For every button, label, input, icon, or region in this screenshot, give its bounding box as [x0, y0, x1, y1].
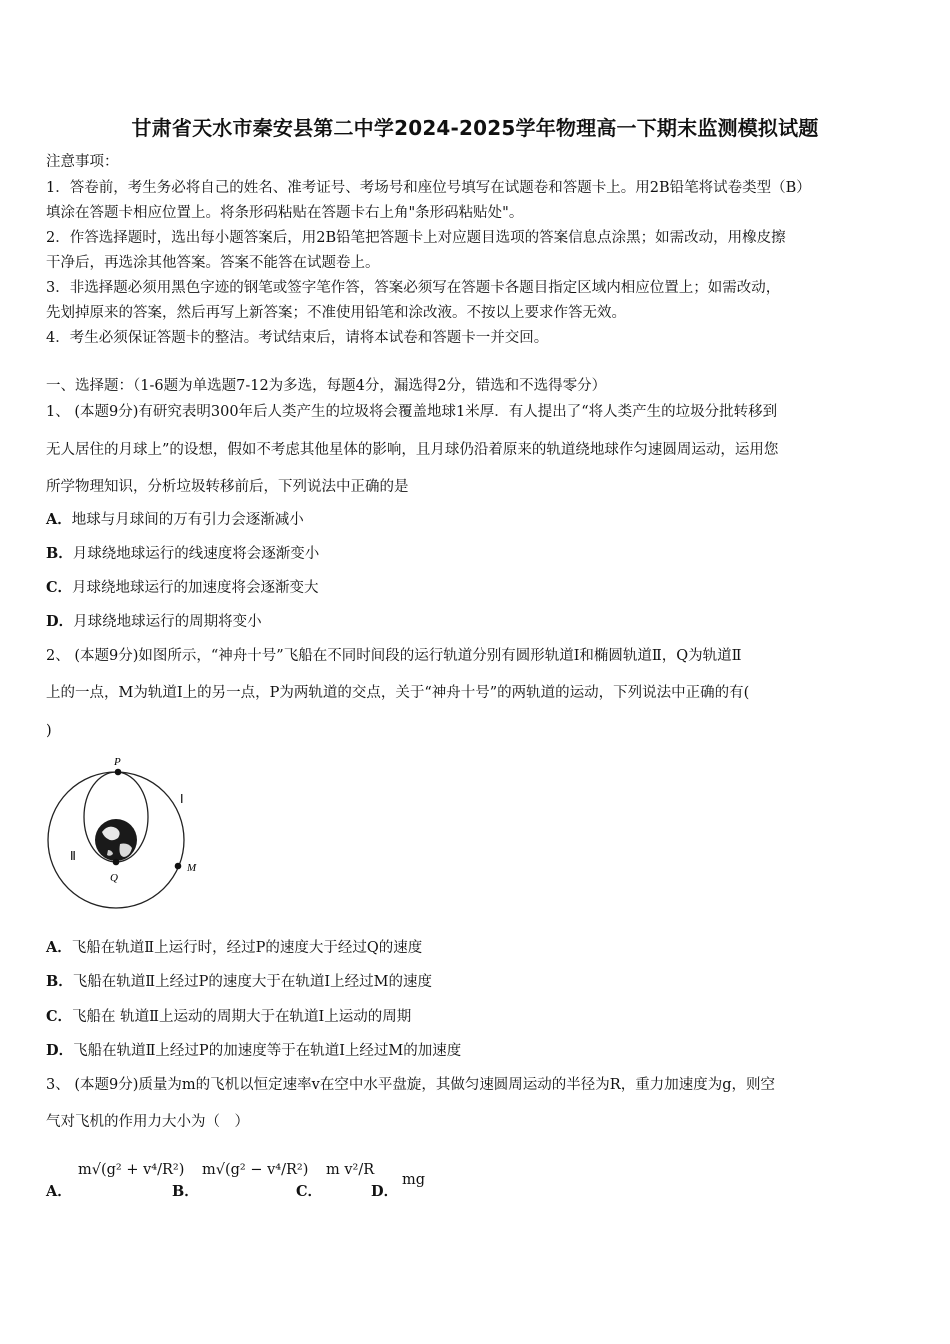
notice-line: 2．作答选择题时，选出每小题答案后，用2B铅笔把答题卡上对应题目选项的答案信息点涂黑；如需改动，用橡皮擦	[46, 230, 786, 246]
label-orbit-1: Ⅰ	[180, 792, 184, 806]
notice-line: 4．考生必须保证答题卡的整洁。考试结束后，请将本试卷和答题卡一并交回。	[46, 330, 549, 346]
q3-option-b-formula: m√(g² − v⁴/R²)	[202, 1162, 309, 1178]
q1-option-c: C．月球绕地球运行的加速度将会逐渐变大	[46, 579, 319, 596]
q3-option-d-formula: mg	[402, 1172, 426, 1188]
q1-option-a: A．地球与月球间的万有引力会逐渐减小	[46, 511, 304, 528]
q2-option-b: B．飞船在轨道Ⅱ上经过P的速度大于在轨道Ⅰ上经过M的速度	[46, 973, 432, 990]
label-orbit-2: Ⅱ	[70, 849, 76, 863]
earth-icon	[95, 819, 137, 861]
label-q: Q	[110, 872, 118, 884]
question-2-line: 2、 (本题9分)如图所示，“神舟十号”飞船在不同时间段的运行轨道分别有圆形轨道Ⅰ和椭圆轨道Ⅱ，Q为轨道Ⅱ	[46, 648, 742, 664]
q2-option-d: D．飞船在轨道Ⅱ上经过P的加速度等于在轨道Ⅰ上经过M的加速度	[46, 1042, 462, 1059]
q3-option-a-label: A．	[46, 1183, 72, 1200]
q2-option-c: C．飞船在 轨道Ⅱ上运动的周期大于在轨道Ⅰ上运动的周期	[46, 1008, 412, 1025]
q2-option-a: A．飞船在轨道Ⅱ上运行时，经过P的速度大于经过Q的速度	[46, 939, 423, 956]
q3-option-d-label: D．	[371, 1183, 399, 1200]
q1-option-d: D．月球绕地球运行的周期将变小	[46, 613, 262, 630]
point-p-dot	[115, 769, 122, 776]
question-2-line: )	[46, 723, 52, 739]
question-1-line: 无人居住的月球上”的设想，假如不考虑其他星体的影响，且月球仍沿着原来的轨道绕地球作匀速圆周运动，运用您	[46, 442, 779, 458]
question-3-line: 3、 (本题9分)质量为m的飞机以恒定速率v在空中水平盘旋，其做匀速圆周运动的半径为R，重力加速度为g，则空	[46, 1077, 776, 1093]
notice-line: 先划掉原来的答案，然后再写上新答案；不准使用铅笔和涂改液。不按以上要求作答无效。	[46, 305, 626, 321]
question-2-line: 上的一点，M为轨道Ⅰ上的另一点，P为两轨道的交点，关于“神舟十号”的两轨道的运动，下列说法中正确的有(	[46, 685, 750, 701]
label-m: M	[187, 862, 197, 874]
question-3-line: 气对飞机的作用力大小为（ ）	[46, 1114, 249, 1130]
q1-option-b: B．月球绕地球运行的线速度将会逐渐变小	[46, 545, 320, 562]
notice-line: 1．答卷前，考生务必将自己的姓名、准考证号、考场号和座位号填写在试题卷和答题卡上。用2B铅笔将试卷类型（B）	[46, 180, 811, 196]
label-p: P	[114, 756, 121, 768]
q3-option-a-formula: m√(g² + v⁴/R²)	[78, 1162, 185, 1178]
question-1-line: 所学物理知识，分析垃圾转移前后，下列说法中正确的是	[46, 479, 409, 495]
point-m-dot	[175, 863, 182, 870]
q3-option-c-formula: m v²/R	[326, 1162, 375, 1178]
point-q-dot	[113, 859, 120, 866]
section-heading: 一、选择题：（1-6题为单选题7-12为多选，每题4分，漏选得2分，错选和不选得零分）	[46, 378, 607, 394]
page-title: 甘肃省天水市秦安县第二中学2024-2025学年物理高一下期末监测模拟试题	[131, 116, 819, 140]
orbit-diagram	[44, 752, 214, 917]
q3-option-c-label: C．	[296, 1183, 323, 1200]
q3-option-b-label: B．	[172, 1183, 199, 1200]
question-1-line: 1、 (本题9分)有研究表明300年后人类产生的垃圾将会覆盖地球1米厚．有人提出了“将人类产生的垃圾分批转移到	[46, 404, 778, 420]
notice-line: 干净后，再选涂其他答案。答案不能答在试题卷上。	[46, 255, 380, 271]
notice-line: 3．非选择题必须用黑色字迹的钢笔或签字笔作答，答案必须写在答题卡各题目指定区域内相应位置上；如需改动，	[46, 280, 781, 296]
notice-heading: 注意事项：	[46, 154, 119, 170]
notice-line: 填涂在答题卡相应位置上。将条形码粘贴在答题卡右上角"条形码粘贴处"。	[46, 205, 524, 221]
